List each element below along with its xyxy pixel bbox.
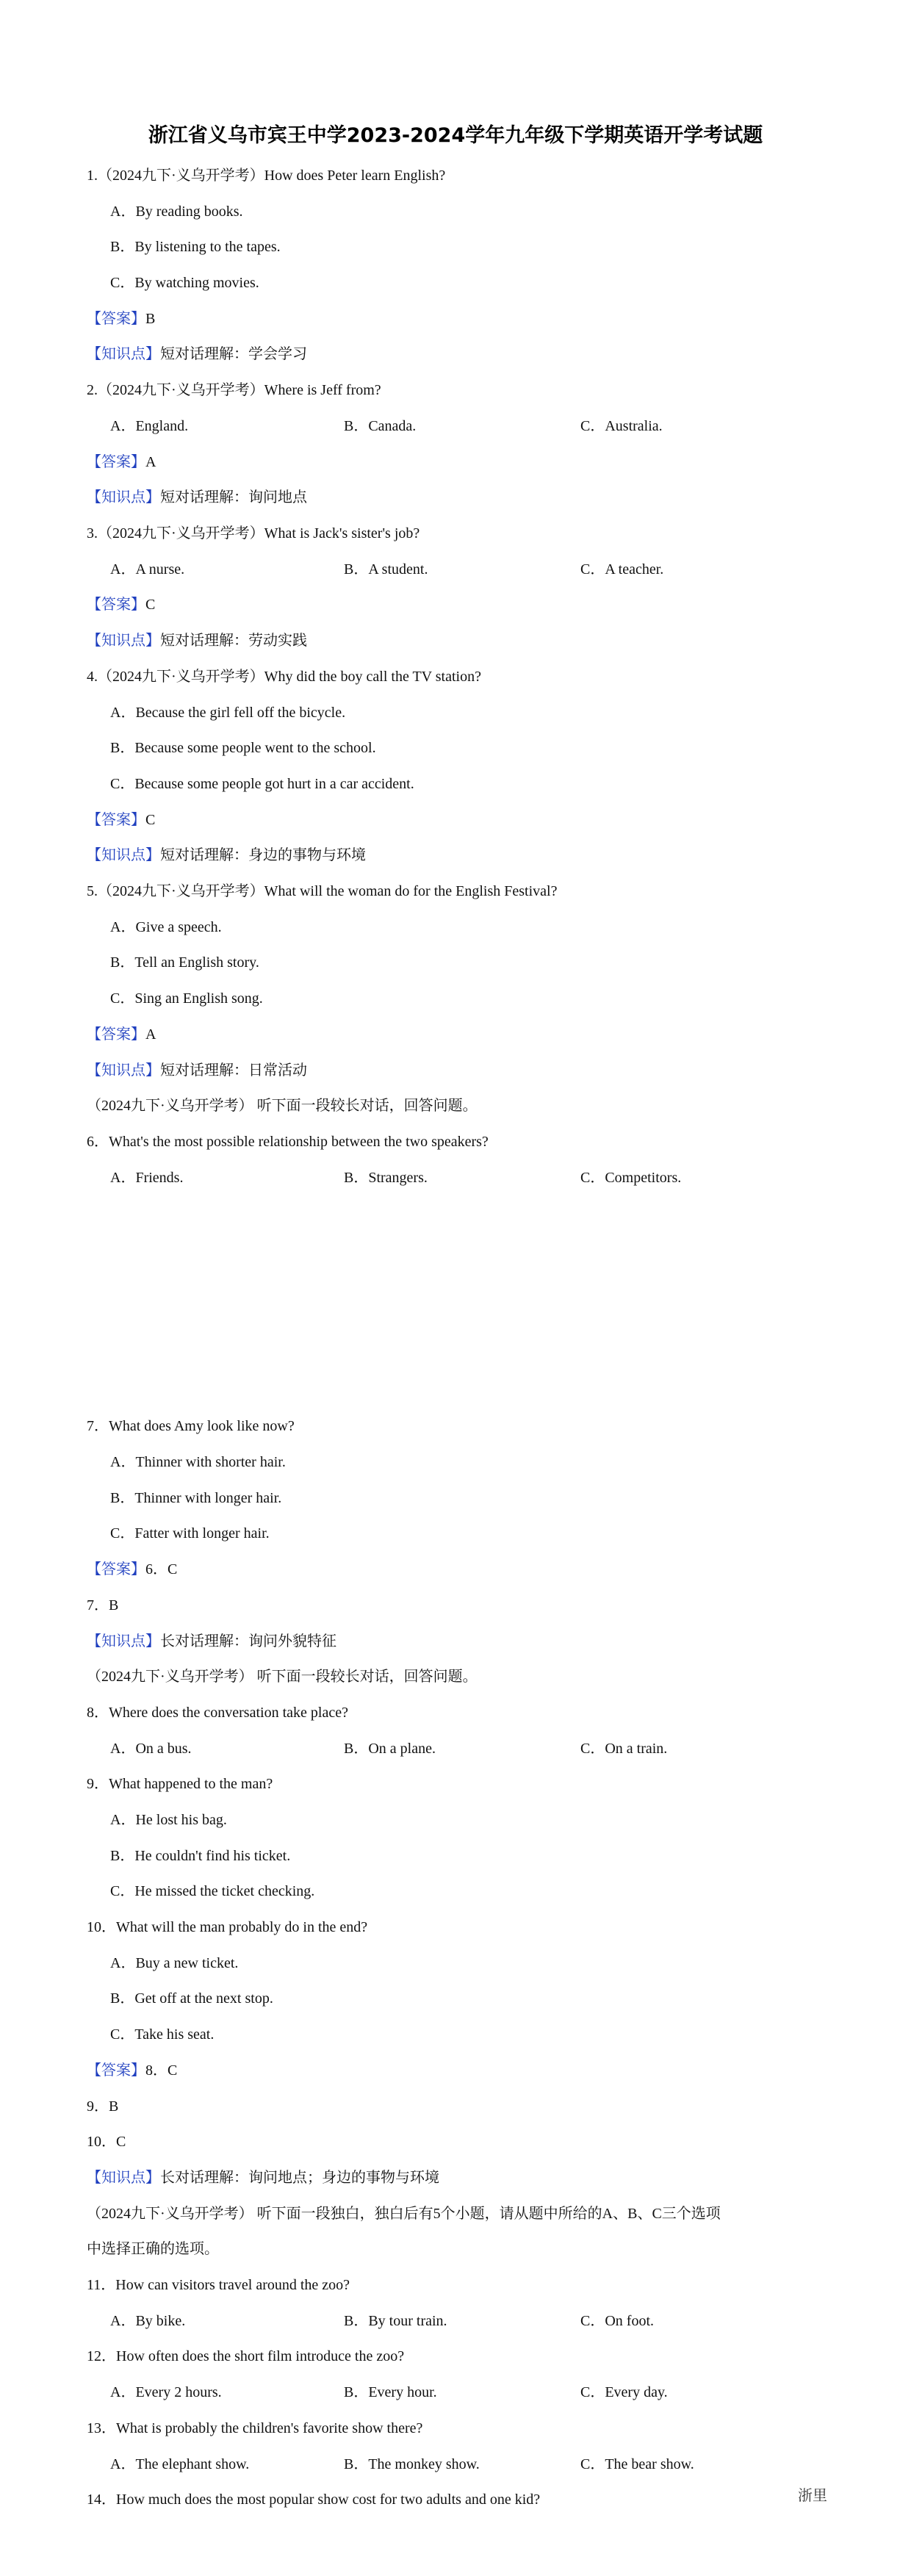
option-item: A．Friends. bbox=[110, 1170, 184, 1186]
question-line: 7．What does Amy look like now? bbox=[87, 1418, 295, 1434]
option-item: B．Because some people went to the school. bbox=[110, 740, 376, 756]
option-item: B．Get off at the next stop. bbox=[110, 1990, 273, 2007]
question-line: 13．What is probably the children's favorite show there? bbox=[87, 2420, 423, 2436]
answer-label: 【答案】 bbox=[87, 311, 145, 327]
option-item: C．On foot. bbox=[580, 2313, 654, 2329]
option-item: C．Every day. bbox=[580, 2384, 668, 2400]
answer-line bbox=[87, 1560, 177, 1579]
answer-line bbox=[87, 1025, 156, 1044]
option-item: C．A teacher. bbox=[580, 561, 664, 578]
answer-text: 长对话理解：询问外貌特征 bbox=[160, 1633, 336, 1649]
option-item: A．He lost his bag. bbox=[110, 1812, 227, 1828]
answer-text: 短对话理解：询问地点 bbox=[160, 489, 307, 506]
answer-label: 【知识点】 bbox=[87, 1633, 160, 1649]
answer-line bbox=[87, 309, 155, 328]
answer-line bbox=[87, 810, 155, 830]
answer-line bbox=[87, 453, 156, 472]
knowledge-point-line bbox=[87, 846, 366, 865]
knowledge-point-line bbox=[87, 345, 307, 364]
question-line: 8．Where does the conversation take place? bbox=[87, 1705, 348, 1721]
option-item: B．By tour train. bbox=[344, 2313, 447, 2329]
answer-label: 【知识点】 bbox=[87, 346, 160, 362]
answer-text: 短对话理解：学会学习 bbox=[160, 346, 307, 362]
option-item: C．Take his seat. bbox=[110, 2026, 215, 2043]
question-line: 2.（2024九下·义乌开学考）Where is Jeff from? bbox=[87, 382, 381, 398]
answer-text: C bbox=[145, 812, 156, 828]
option-item: C．On a train. bbox=[580, 1741, 668, 1757]
knowledge-point-line bbox=[87, 1632, 336, 1651]
option-item: C．The bear show. bbox=[580, 2456, 694, 2472]
option-item: A．Buy a new ticket. bbox=[110, 1955, 239, 1971]
question-line: 11．How can visitors travel around the zoo? bbox=[87, 2277, 350, 2293]
option-item: B．Every hour. bbox=[344, 2384, 437, 2400]
document-title: 浙江省义乌市宾王中学2023-2024学年九年级下学期英语开学考试题 bbox=[148, 124, 763, 147]
option-item: B．Thinner with longer hair. bbox=[110, 1490, 282, 1506]
option-item: C．Sing an English song. bbox=[110, 990, 263, 1007]
question-line: （2024九下·义乌开学考） 听下面一段较长对话，回答问题。 bbox=[87, 1669, 478, 1685]
question-line: 10．What will the man probably do in the end? bbox=[87, 1919, 368, 1935]
option-item: C．Competitors. bbox=[580, 1170, 682, 1186]
knowledge-point-line bbox=[87, 1061, 307, 1080]
question-line: 12．How often does the short film introduce the zoo? bbox=[87, 2348, 405, 2364]
answer-label: 【答案】 bbox=[87, 1026, 145, 1043]
option-item: A．By bike. bbox=[110, 2313, 186, 2329]
option-item: A．England. bbox=[110, 418, 189, 434]
option-item: B．He couldn't find his ticket. bbox=[110, 1848, 291, 1864]
option-item: A．Give a speech. bbox=[110, 919, 222, 935]
knowledge-point-line bbox=[87, 488, 307, 507]
option-item: B．On a plane. bbox=[344, 1741, 436, 1757]
answer-label: 【知识点】 bbox=[87, 489, 160, 506]
answer-text: 短对话理解：身边的事物与环境 bbox=[160, 847, 366, 863]
answer-label: 【答案】 bbox=[87, 2062, 145, 2079]
answer-label: 【知识点】 bbox=[87, 633, 160, 649]
knowledge-point-line bbox=[87, 2168, 439, 2187]
answer-label: 【知识点】 bbox=[87, 2170, 160, 2186]
question-line: 1.（2024九下·义乌开学考）How does Peter learn English? bbox=[87, 168, 446, 184]
option-item: C．Because some people got hurt in a car accident. bbox=[110, 776, 414, 792]
question-line: 10．C bbox=[87, 2134, 126, 2150]
answer-label: 【答案】 bbox=[87, 597, 145, 613]
question-line: 4.（2024九下·义乌开学考）Why did the boy call the TV station? bbox=[87, 669, 481, 685]
option-item: B．Strangers. bbox=[344, 1170, 428, 1186]
option-item: A．Every 2 hours. bbox=[110, 2384, 222, 2400]
option-item: B．Canada. bbox=[344, 418, 417, 434]
answer-text: 短对话理解：劳动实践 bbox=[160, 633, 307, 649]
option-item: A．By reading books. bbox=[110, 204, 243, 220]
answer-text: 8．C bbox=[145, 2062, 178, 2079]
answer-text: A bbox=[145, 1026, 156, 1043]
question-line: 3.（2024九下·义乌开学考）What is Jack's sister's job? bbox=[87, 525, 420, 542]
question-line: 14．How much does the most popular show cost for two adults and one kid? bbox=[87, 2492, 541, 2508]
answer-text: C bbox=[145, 597, 156, 613]
answer-label: 【答案】 bbox=[87, 1561, 145, 1577]
question-line: 9．B bbox=[87, 2098, 119, 2115]
knowledge-point-line bbox=[87, 631, 307, 650]
question-line: （2024九下·义乌开学考） 听下面一段独白，独白后有5个小题，请从题中所给的A、B、C三个选项 bbox=[87, 2206, 721, 2222]
question-line: 6．What's the most possible relationship between the two speakers? bbox=[87, 1134, 489, 1150]
answer-label: 【知识点】 bbox=[87, 1062, 160, 1079]
answer-text: A bbox=[145, 454, 156, 470]
option-item: A．On a bus. bbox=[110, 1741, 192, 1757]
option-item: A．Because the girl fell off the bicycle. bbox=[110, 705, 346, 721]
option-item: A．The elephant show. bbox=[110, 2456, 250, 2472]
answer-text: 6．C bbox=[145, 1561, 178, 1577]
question-line: （2024九下·义乌开学考） 听下面一段较长对话，回答问题。 bbox=[87, 1098, 478, 1114]
option-item: B．By listening to the tapes. bbox=[110, 239, 281, 255]
option-item: A．A nurse. bbox=[110, 561, 185, 578]
answer-text: 短对话理解：日常活动 bbox=[160, 1062, 307, 1079]
answer-text: 长对话理解：询问地点；身边的事物与环境 bbox=[160, 2170, 439, 2186]
answer-label: 【知识点】 bbox=[87, 847, 160, 863]
option-item: C．He missed the ticket checking. bbox=[110, 1883, 315, 1899]
option-item: C．Australia. bbox=[580, 418, 663, 434]
answer-text: B bbox=[145, 311, 156, 327]
answer-label: 【答案】 bbox=[87, 454, 145, 470]
answer-line bbox=[87, 595, 155, 614]
option-item: B．A student. bbox=[344, 561, 428, 578]
page-footer: 浙里 bbox=[798, 2486, 827, 2504]
question-line: 中选择正确的选项。 bbox=[87, 2241, 219, 2257]
option-item: B．The monkey show. bbox=[344, 2456, 480, 2472]
option-item: C．By watching movies. bbox=[110, 275, 259, 291]
question-line: 9．What happened to the man? bbox=[87, 1776, 273, 1792]
option-item: B．Tell an English story. bbox=[110, 954, 259, 971]
answer-label: 【答案】 bbox=[87, 812, 145, 828]
option-item: C．Fatter with longer hair. bbox=[110, 1525, 270, 1541]
question-line: 7．B bbox=[87, 1597, 119, 1613]
answer-line bbox=[87, 2061, 177, 2080]
question-line: 5.（2024九下·义乌开学考）What will the woman do for the English Festival? bbox=[87, 883, 558, 899]
option-item: A．Thinner with shorter hair. bbox=[110, 1454, 286, 1470]
